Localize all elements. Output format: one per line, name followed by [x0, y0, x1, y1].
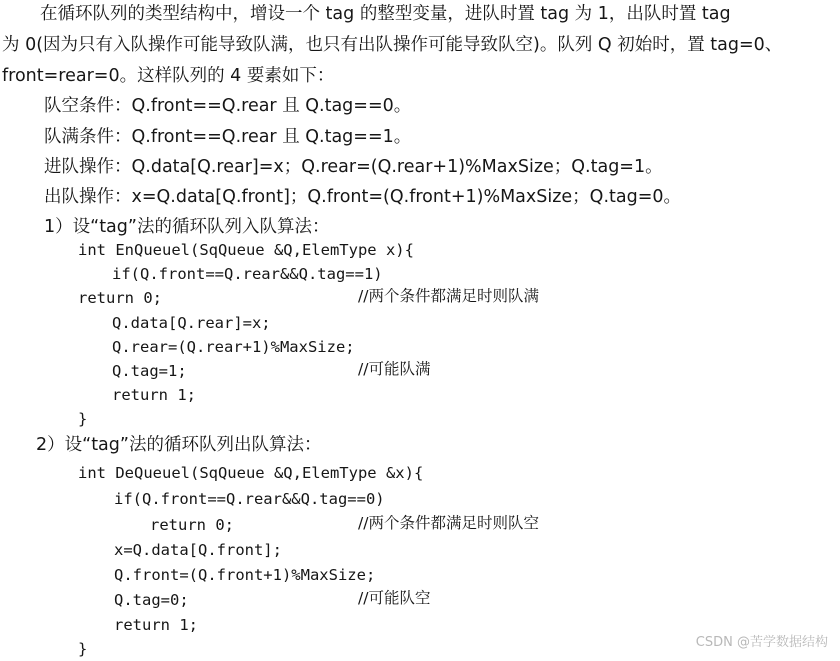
code-line: return 0; [150, 516, 234, 534]
paragraph-line-1: 在循环队列的类型结构中，增设一个 tag 的整型变量，进队时置 tag 为 1，出队时置 tag [40, 4, 731, 24]
code-comment: //两个条件都满足时则队满 [358, 287, 539, 305]
code-line: Q.rear=(Q.rear+1)%MaxSize; [112, 338, 355, 356]
code-line: return 1; [112, 386, 196, 404]
code-line: int DeQueuel(SqQueue &Q,ElemType &x){ [78, 464, 424, 482]
queue-empty-condition: 队空条件：Q.front==Q.rear 且 Q.tag==0。 [44, 96, 412, 116]
code-line: if(Q.front==Q.rear&&Q.tag==1) [112, 265, 383, 283]
code-comment: //可能队满 [358, 360, 431, 378]
code-line: Q.tag=0; [114, 591, 189, 609]
code-line: x=Q.data[Q.front]; [114, 541, 282, 559]
code-line: Q.tag=1; [112, 362, 187, 380]
enqueue-operation: 进队操作：Q.data[Q.rear]=x；Q.rear=(Q.rear+1)%MaxSize；Q.tag=1。 [44, 157, 663, 177]
code-line: int EnQueuel(SqQueue &Q,ElemType x){ [78, 241, 414, 259]
dequeue-operation: 出队操作：x=Q.data[Q.front]；Q.front=(Q.front+1)%MaxSize；Q.tag=0。 [44, 187, 682, 207]
queue-full-condition: 队满条件：Q.front==Q.rear 且 Q.tag==1。 [44, 127, 412, 147]
section-1-heading: 1）设“tag”法的循环队列入队算法： [44, 217, 330, 237]
code-line: return 1; [114, 616, 198, 634]
code-line: return 0; [78, 289, 162, 307]
code-line: Q.front=(Q.front+1)%MaxSize; [114, 566, 376, 584]
paragraph-line-3: front=rear=0。这样队列的 4 要素如下： [2, 66, 335, 86]
paragraph-line-2: 为 0(因为只有入队操作可能导致队满，也只有出队操作可能导致队空)。队列 Q 初始时，置 tag=0、 [2, 35, 783, 55]
code-line: Q.data[Q.rear]=x; [112, 314, 271, 332]
code-comment: //可能队空 [358, 589, 431, 607]
section-2-heading: 2）设“tag”法的循环队列出队算法： [36, 435, 322, 455]
code-line: } [78, 410, 88, 428]
csdn-watermark: CSDN @苦学数据结构 [695, 635, 828, 650]
code-line: if(Q.front==Q.rear&&Q.tag==0) [114, 490, 385, 508]
code-line: } [78, 640, 88, 658]
code-comment: //两个条件都满足时则队空 [358, 514, 539, 532]
